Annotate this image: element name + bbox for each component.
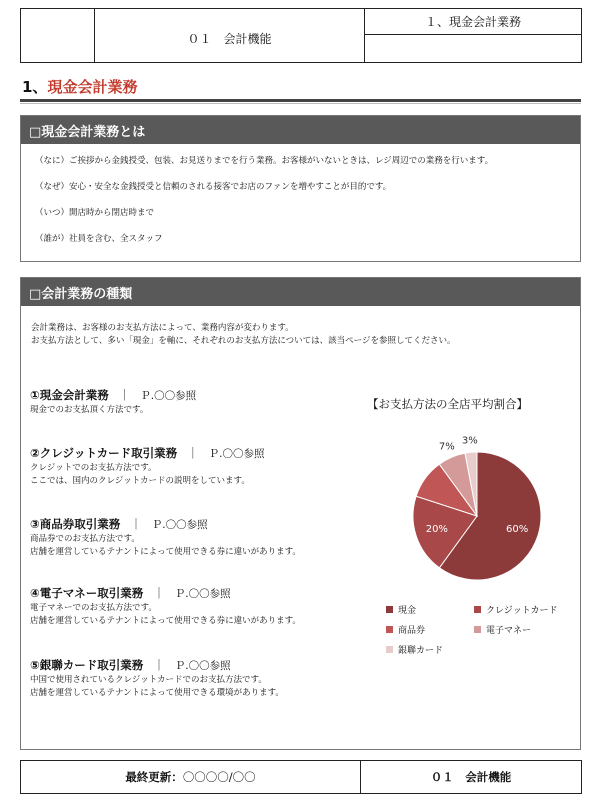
footer-updated-value: 〇〇〇〇/〇〇 bbox=[182, 770, 256, 784]
type-item-desc: 店舗を運営しているテナントによって使用できる券に違いがあります。 bbox=[30, 616, 301, 626]
overview-who: （誰が）社員を含む、全スタッフ bbox=[35, 234, 163, 244]
page-reference-link[interactable]: Ｐ.〇〇参照 bbox=[151, 519, 208, 531]
header-cell-blank bbox=[21, 9, 95, 62]
header-cell-empty bbox=[365, 35, 581, 62]
chart-title: 【お支払方法の全店平均割合】 bbox=[367, 397, 528, 411]
type-item-desc: ここでは、国内のクレジットカードの説明をしています。 bbox=[30, 476, 250, 486]
type-item-credit[interactable] bbox=[30, 445, 264, 461]
types-intro-line-1: 会計業務は、お客様のお支払方法によって、業務内容が変わります。 bbox=[31, 323, 294, 333]
type-item-title: ②クレジットカード取引業務 bbox=[30, 446, 178, 460]
pie-label-1: 20% bbox=[425, 524, 448, 536]
types-heading: □会計業務の種類 bbox=[21, 278, 580, 306]
type-item-desc: 店舗を運営しているテナントによって使用できる環境があります。 bbox=[30, 688, 284, 698]
page-title bbox=[22, 76, 137, 97]
footer-updated bbox=[21, 761, 361, 793]
legend-label: 銀聯カード bbox=[398, 646, 444, 656]
type-item-gift-voucher[interactable] bbox=[30, 516, 208, 532]
legend-swatch bbox=[386, 626, 393, 633]
page-title-text: 現金会計業務 bbox=[47, 78, 138, 96]
pie-label-3: 7% bbox=[438, 441, 455, 453]
pie-chart bbox=[381, 418, 571, 598]
chart-legend bbox=[386, 603, 576, 663]
type-item-title: ③商品券取引業務 bbox=[30, 517, 121, 531]
separator: ｜ bbox=[118, 388, 131, 402]
page-reference-link[interactable]: Ｐ.〇〇参照 bbox=[174, 588, 231, 600]
type-item-e-money[interactable] bbox=[30, 585, 231, 601]
legend-label: 現金 bbox=[398, 606, 417, 616]
legend-label: クレジットカード bbox=[486, 606, 558, 616]
legend-label: 商品券 bbox=[398, 626, 426, 636]
title-divider bbox=[20, 99, 581, 102]
overview-heading: □現金会計業務とは bbox=[21, 116, 580, 144]
legend-swatch bbox=[474, 606, 481, 613]
header-chapter: １、現金会計業務 bbox=[365, 9, 581, 35]
footer-updated-label: 最終更新： bbox=[125, 770, 183, 784]
separator: ｜ bbox=[153, 586, 165, 600]
type-item-title: ①現金会計業務 bbox=[30, 388, 109, 402]
overview-when: （いつ）開店時から閉店時まで bbox=[35, 208, 155, 218]
page-title-number: 1、 bbox=[22, 78, 48, 96]
type-item-desc: 商品券でのお支払方法です。 bbox=[30, 534, 140, 544]
separator: ｜ bbox=[187, 446, 199, 460]
footer-section-code: ０１ 会計機能 bbox=[430, 770, 512, 784]
type-item-title: ④電子マネー取引業務 bbox=[30, 586, 144, 600]
legend-item bbox=[474, 623, 531, 636]
pie-label-0: 60% bbox=[506, 524, 529, 536]
types-box bbox=[20, 277, 581, 750]
type-item-unionpay[interactable] bbox=[30, 657, 231, 673]
legend-swatch bbox=[474, 626, 481, 633]
page-reference-link[interactable]: Ｐ.〇〇参照 bbox=[140, 390, 197, 402]
legend-item bbox=[386, 623, 425, 636]
type-item-desc: クレジットでのお支払方法です。 bbox=[30, 463, 157, 473]
type-item-title: ⑤銀聯カード取引業務 bbox=[30, 658, 144, 672]
separator: ｜ bbox=[130, 517, 142, 531]
legend-label: 電子マネー bbox=[486, 626, 532, 636]
footer-table bbox=[20, 760, 582, 794]
type-item-desc: 店舗を運営しているテナントによって使用できる券に違いがあります。 bbox=[30, 547, 301, 557]
header-table bbox=[20, 8, 582, 63]
separator: ｜ bbox=[153, 658, 165, 672]
types-intro-line-2: お支払方法として、多い「現金」を軸に、それぞれのお支払方法については、該当ページを参照してください。 bbox=[31, 336, 456, 346]
overview-box bbox=[20, 115, 581, 262]
legend-swatch bbox=[386, 646, 393, 653]
title-divider-thin bbox=[20, 103, 581, 104]
type-item-desc: 現金でのお支払頂く方法です。 bbox=[30, 405, 149, 415]
header-section-code: ０１ 会計機能 bbox=[95, 9, 365, 62]
page-reference-link[interactable]: Ｐ.〇〇参照 bbox=[174, 660, 231, 672]
legend-item bbox=[386, 603, 416, 616]
type-item-desc: 電子マネーでのお支払方法です。 bbox=[30, 603, 157, 613]
legend-item bbox=[474, 603, 558, 616]
type-item-cash[interactable] bbox=[30, 387, 196, 403]
legend-item bbox=[386, 643, 443, 656]
legend-swatch bbox=[386, 606, 393, 613]
overview-why: （なぜ）安心・安全な金銭授受と信頼のされる接客でお店のファンを増やすことが目的です。 bbox=[35, 182, 392, 192]
overview-what: （なに）ご挨拶から金銭授受、包装、お見送りまでを行う業務。お客様がいないときは、レジ周辺での業務を行います。 bbox=[35, 156, 494, 166]
pie-label-4: 3% bbox=[461, 435, 478, 447]
page-reference-link[interactable]: Ｐ.〇〇参照 bbox=[208, 448, 265, 460]
type-item-desc: 中国で使用されているクレジットカードでのお支払方法です。 bbox=[30, 675, 267, 685]
